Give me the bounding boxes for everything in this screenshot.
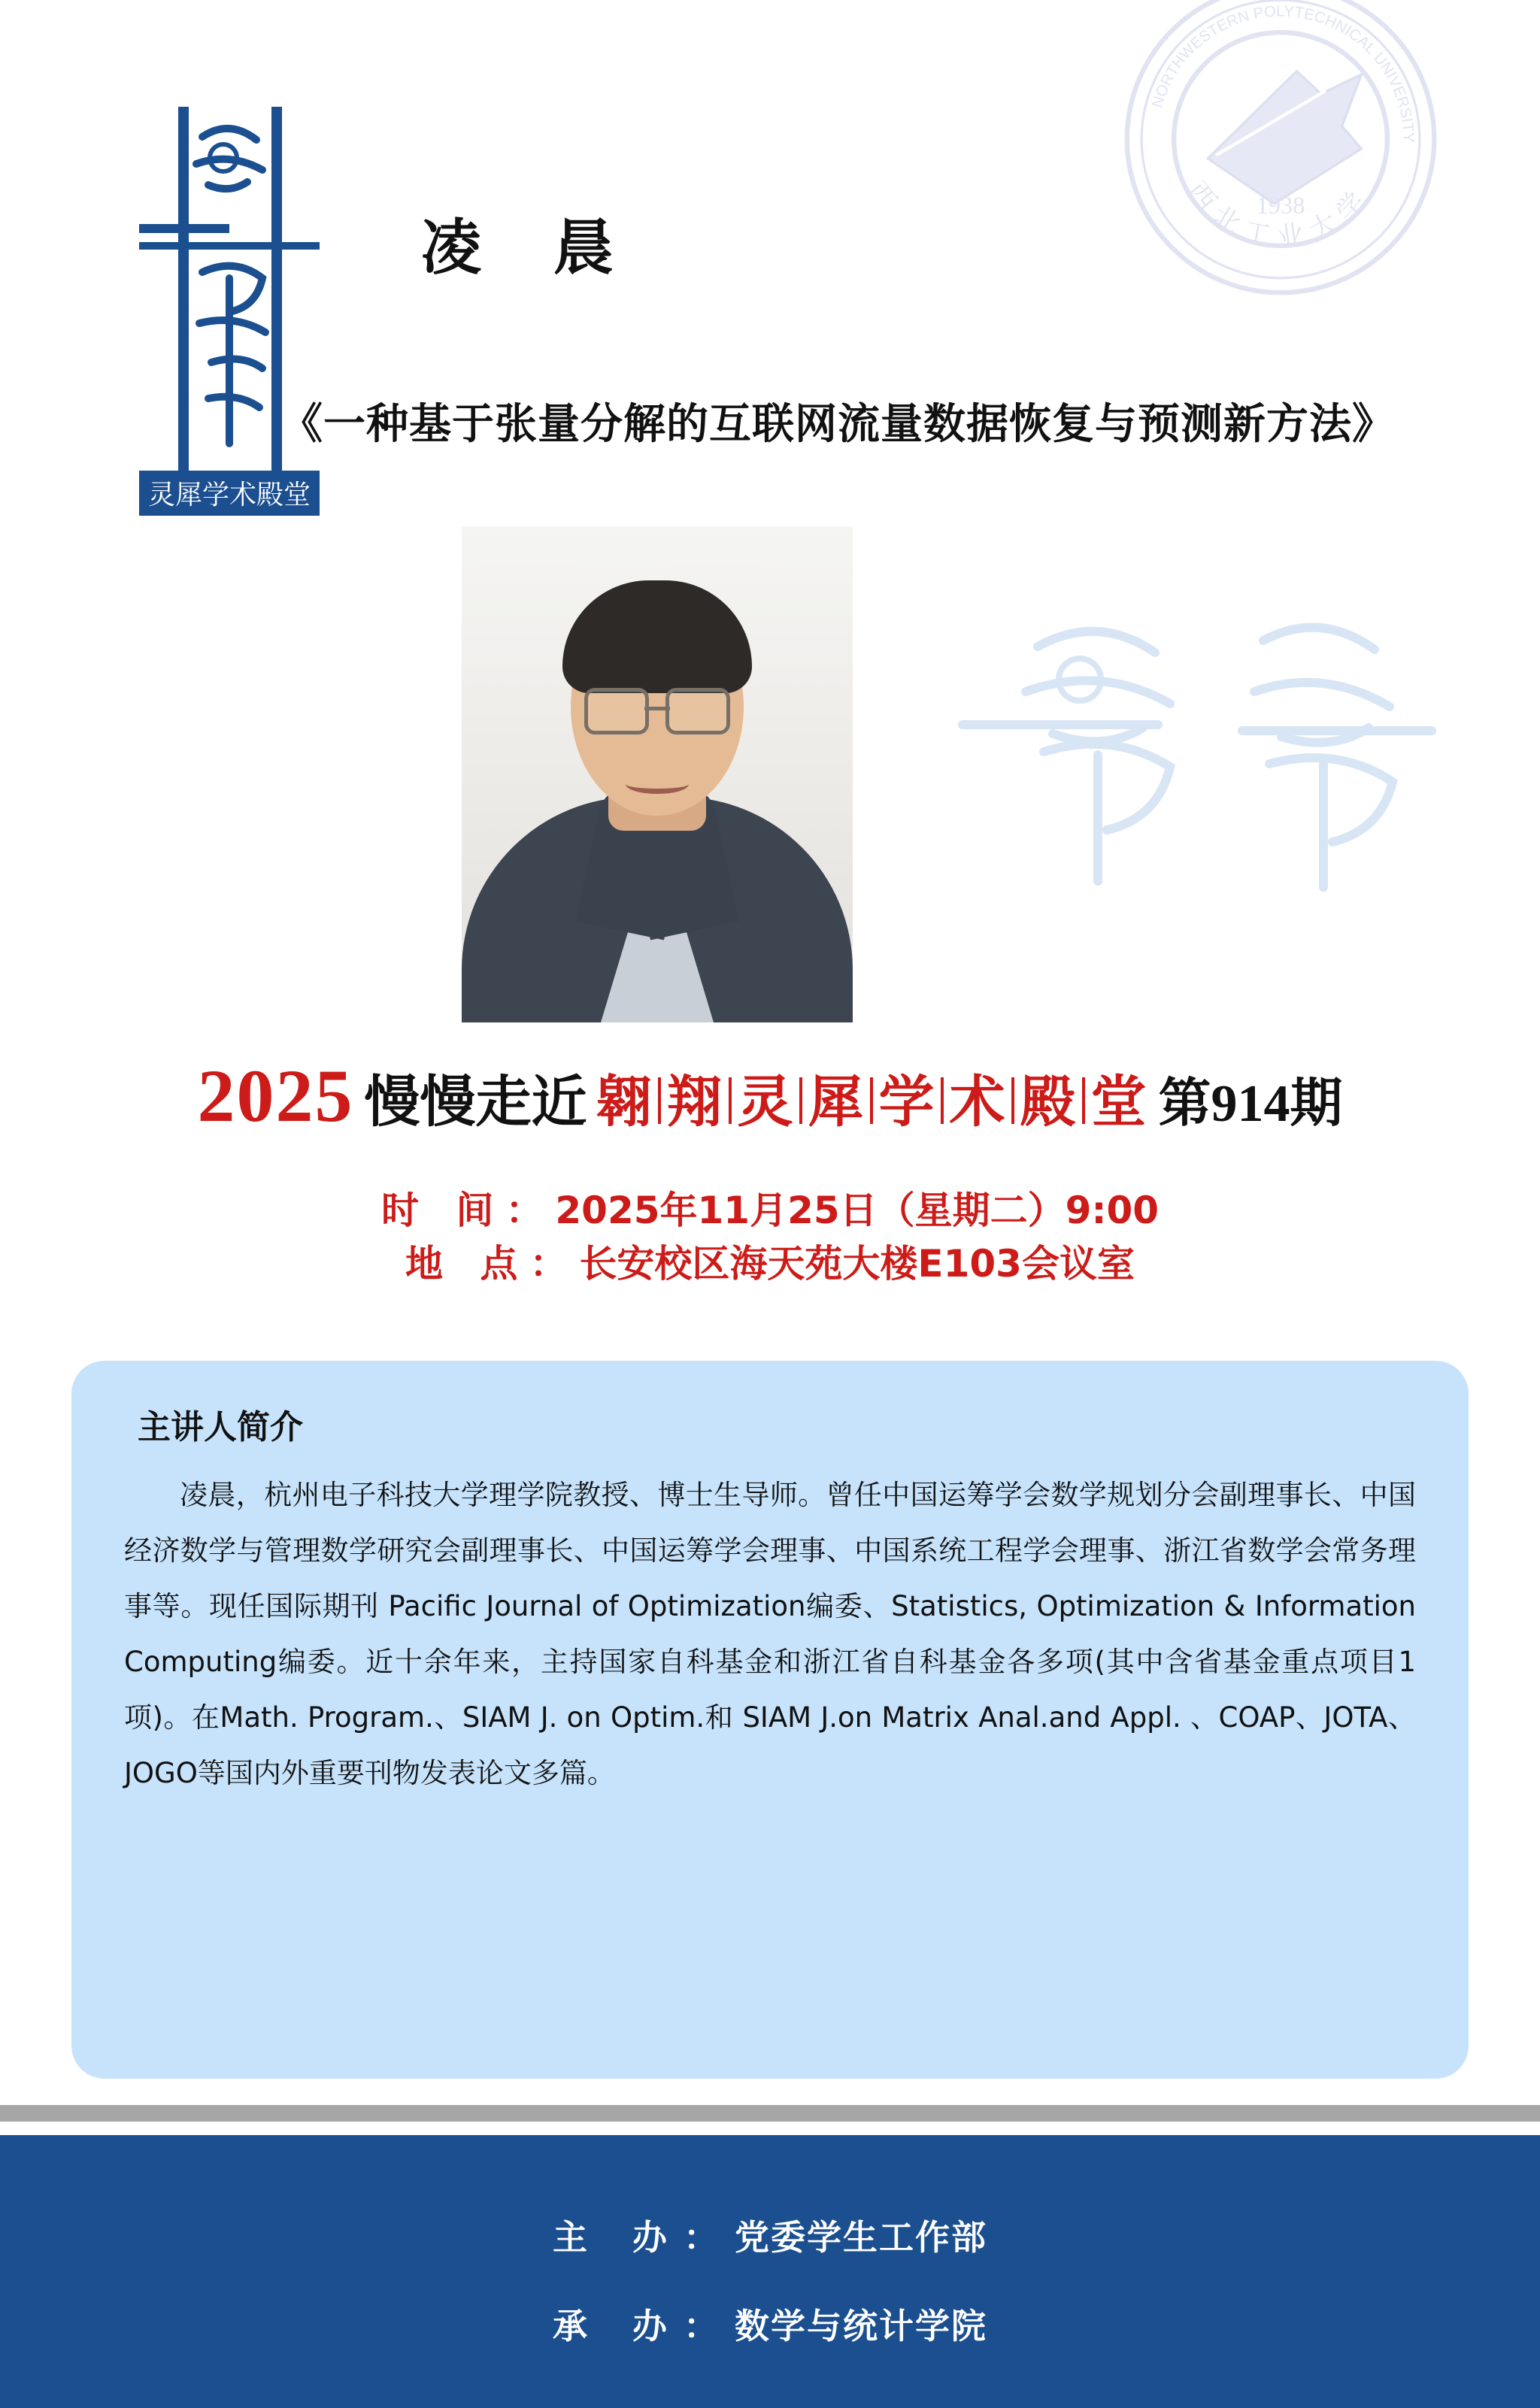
- hall-char: 学: [878, 1070, 935, 1134]
- event-place-row: [0, 1237, 1540, 1291]
- banner-slogan: 慢慢走近: [364, 1070, 587, 1134]
- event-time-value: 2025年11月25日（星期二）9:00: [555, 1189, 1160, 1232]
- svg-text:NORTHWESTERN POLYTECHNICAL UNI: NORTHWESTERN POLYTECHNICAL UNIVERSITY: [1149, 3, 1417, 143]
- hall-char: 翔: [666, 1070, 723, 1134]
- footer-organizer-row: [0, 2210, 1540, 2260]
- lingxi-logo-icon: [124, 98, 335, 519]
- speaker-name: 凌 晨: [421, 213, 639, 283]
- speaker-portrait: [462, 526, 853, 1022]
- banner-year: 2025: [197, 1054, 354, 1137]
- hall-char: 犀: [808, 1070, 864, 1134]
- hall-char: 术: [949, 1070, 1005, 1134]
- bio-heading: 主讲人简介: [138, 1408, 303, 1446]
- footer-undertaker-value: 数学与统计学院: [735, 2306, 987, 2346]
- svg-text:灵犀学术殿堂: 灵犀学术殿堂: [147, 480, 311, 510]
- university-seal-icon: [1104, 0, 1457, 301]
- footer-organizer-value: 党委学生工作部: [735, 2217, 987, 2258]
- footer-undertaker-row: [0, 2299, 1540, 2349]
- event-meta: [0, 1184, 1540, 1291]
- event-time-row: [0, 1184, 1540, 1237]
- hall-char: 堂: [1090, 1070, 1147, 1134]
- svg-text:西北工业大学: 西北工业大学: [1180, 175, 1378, 254]
- hall-char: 灵: [737, 1070, 793, 1134]
- event-place-value: 长安校区海天苑大楼E103会议室: [579, 1242, 1135, 1286]
- talk-title: 《一种基于张量分解的互联网流量数据恢复与预测新方法》: [280, 400, 1395, 449]
- hall-char: 翱: [596, 1070, 652, 1134]
- hall-char: 殿: [1020, 1070, 1076, 1134]
- speaker-bio-card: [71, 1361, 1469, 2079]
- svg-text:1938: 1938: [1256, 191, 1305, 219]
- banner-hall-name: [596, 1058, 1147, 1137]
- footer-organizer-label: 主 办：: [552, 2217, 735, 2258]
- decorative-lingxi-icon: [947, 586, 1444, 902]
- bio-text: 凌晨，杭州电子科技大学理学院教授、博士生导师。曾任中国运筹学会数学规划分会副理事长、中国经济数学与管理数学研究会副理事长、中国运筹学会理事、中国系统工程学会理事、浙江省数学会常务理事等。现任国际期刊 Pacific Journal of Optimization编委、Statistics, Optimization & Information Computing编委。近十余年来，主持国家自科基金和浙江省自科基金各多项(其中含省基金重点项目1项)。在Math. Program.、SIAM J. on Optim.和 SIAM J.on Matrix Anal.and Appl. 、COAP、JOTA、JOGO等国内外重要刊物发表论文多篇。: [124, 1479, 1416, 1789]
- divider-bar: [0, 2105, 1540, 2122]
- series-banner: [0, 1053, 1540, 1139]
- banner-issue-number: 第914期: [1158, 1075, 1343, 1133]
- footer-undertaker-label: 承 办：: [552, 2306, 735, 2346]
- footer: [0, 2135, 1540, 2408]
- event-place-label: 地 点：: [405, 1242, 580, 1286]
- event-time-label: 时 间：: [380, 1189, 556, 1232]
